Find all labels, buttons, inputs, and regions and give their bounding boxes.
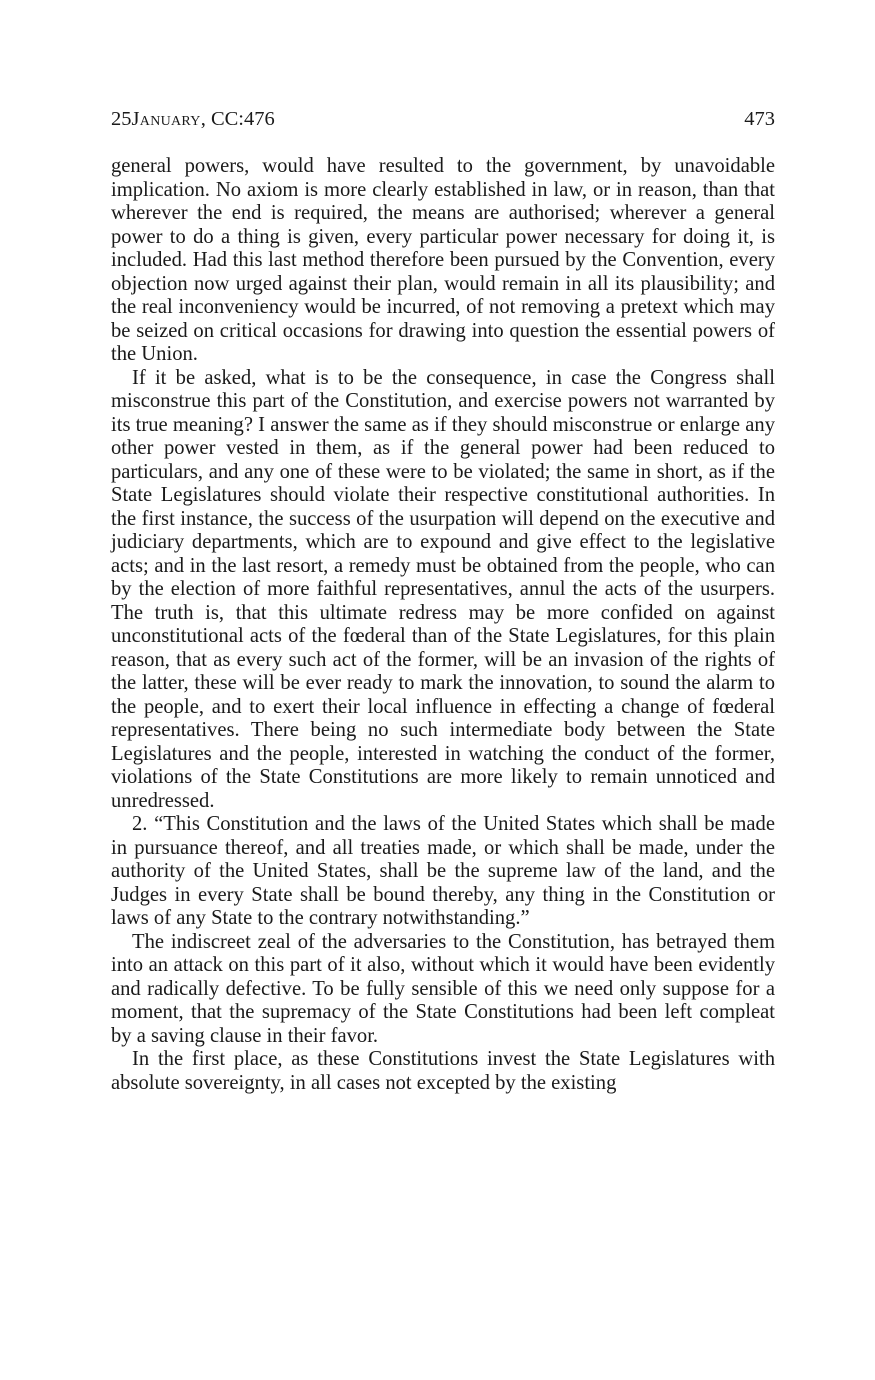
paragraph-consequence-question: If it be asked, what is to be the consequence, in case the Congress shall misconstrue this part of the Constitution, and exercise powers not warranted by its true meaning? I answer the same as if they should misconstrue or enlarge any other power vested in them, as if the general power had been reduced to particulars, and any one of these were to be violated; the same in short, as if the State Legislatures should violate their respective constitutional authorities. In the first instance, the success of the usurpation will depend on the executive and judiciary departments, which are to expound and give effect to the legislative acts; and in the last resort, a remedy must be obtained from the people, who can by the election of more faithful representatives, annul the acts of the usurpers. The truth is, that this ultimate redress may be more confided on against unconstitutional acts of the fœderal than of the State Legislatures, for this plain reason, that as every such act of the former, will be an invasion of the rights of the latter, these will be ever ready to mark the innovation, to sound the alarm to the people, and to exert their local influence in effecting a change of fœderal representatives. There being no such intermediate body between the State Legislatures and the people, interested in watching the conduct of the former, violations of the State Constitutions are more likely to remain unnoticed and unredressed. — [111, 366, 775, 812]
body-text — [111, 155, 775, 1095]
page-header — [111, 104, 775, 134]
running-head-month: January — [131, 108, 201, 130]
running-head-date: 25 — [111, 108, 132, 130]
paragraph-continued: general powers, would have resulted to the government, by unavoidable implication. No axiom is more clearly established in law, or in reason, than that wherever the end is required, the means are authorised; wherever a general power to do a thing is given, every particular power necessary for doing it, is included. Had this last method therefore been pursued by the Convention, every objection now urged against their plan, would remain in all its plausibility; and the real inconveniency would be incurred, of not removing a pretext which may be seized on critical occasions for drawing into question the essential powers of the Union. — [111, 155, 775, 365]
paragraph-first-place: In the first place, as these Constitutions invest the State Legislatures with absolute sovereignty, in all cases not excepted by the existing — [111, 1048, 775, 1094]
running-head — [111, 104, 275, 134]
running-head-document: , CC:476 — [200, 108, 275, 130]
page-number: 473 — [744, 108, 775, 130]
paragraph-indiscreet-zeal: The indiscreet zeal of the adversaries to the Constitution, has betrayed them into an attack on this part of it also, without which it would have been evidently and radically defective. To be fully sensible of this we need only suppose for a moment, that the supremacy of the State Constitutions had been left compleat by a saving clause in their favor. — [111, 930, 775, 1047]
paragraph-supremacy-clause: 2. “This Constitution and the laws of the United States which shall be made in pursuance thereof, and all treaties made, or which shall be made, under the authority of the United States, shall be the supreme law of the land, and the Judges in every State shall be bound thereby, any thing in the Constitution or laws of any State to the contrary notwithstanding.” — [111, 813, 775, 929]
